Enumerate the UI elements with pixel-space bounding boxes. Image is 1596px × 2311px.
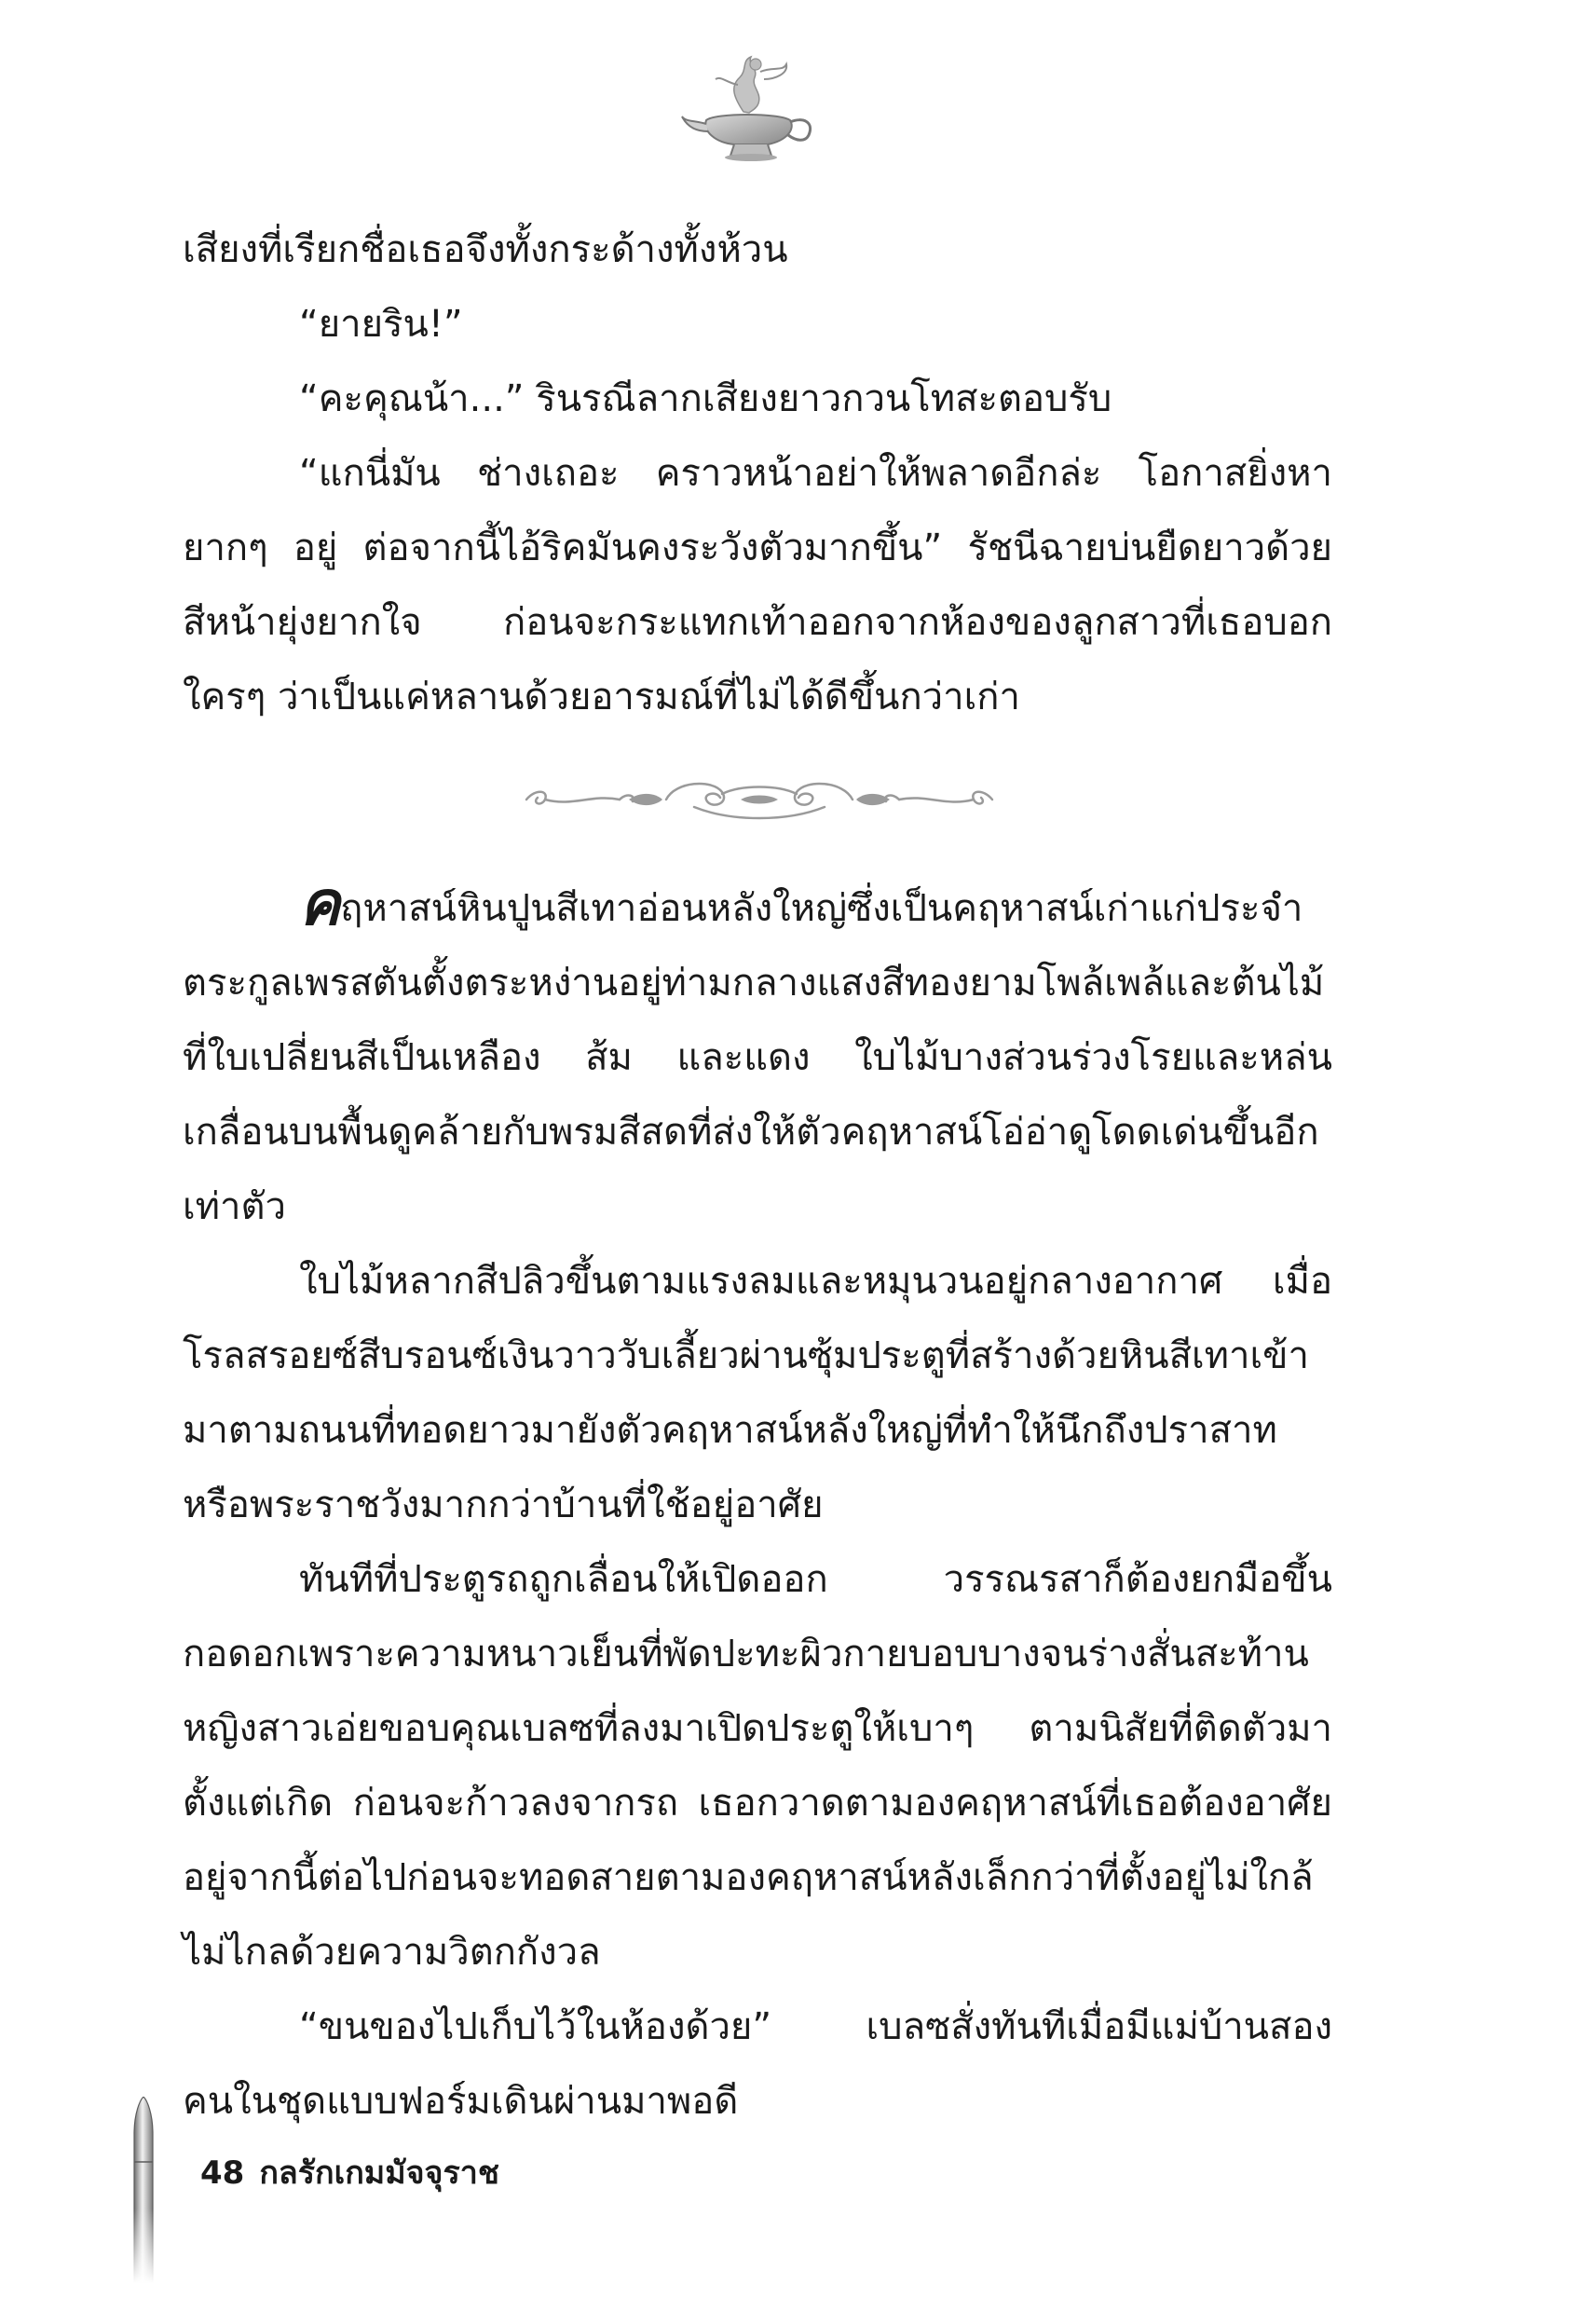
- story-section-1: [183, 212, 1332, 734]
- book-title: กลรักเกมมัจจุราช: [259, 2154, 499, 2192]
- paragraph: “ขนของไปเก็บไว้ในห้องด้วย” เบลซสั่งทันทีเมื่อมีแม่บ้านสองคนในชุดแบบฟอร์มเดินผ่านมาพอดี: [183, 2005, 1332, 2123]
- paragraph-text: ฤหาสน์หินปูนสีเทาอ่อนหลังใหญ่ซึ่งเป็นคฤหาสน์เก่าแก่ประจำตระกูลเพรสตันตั้งตระหง่านอยู่ท่ามกลางแสงสีทองยามโพล้เพล้และต้นไม้ที่ใบเปลี่ยนสีเป็นเหลือง ส้ม และแดง ใบไม้บางส่วนร่วงโรยและหล่นเกลื่อนบนพื้นดูคล้ายกับพรมสีสดที่ส่งให้ตัวคฤหาสน์โอ่อ่าดูโดดเด่นขึ้นอีกเท่าตัว: [183, 887, 1332, 1228]
- paragraph: ทันทีที่ประตูรถถูกเลื่อนให้เปิดออก วรรณรสาก็ต้องยกมือขึ้นกอดอกเพราะความหนาวเย็นที่พัดปะทะผิวกายบอบบางจนร่างสั่นสะท้านหญิงสาวเอ่ยขอบคุณเบลซที่ลงมาเปิดประตูให้เบาๆ ตามนิสัยที่ติดตัวมาตั้งแต่เกิด ก่อนจะก้าวลงจากรถ เธอกวาดตามองคฤหาสน์ที่เธอต้องอาศัยอยู่จากนี้ต่อไปก่อนจะทอดสายตามองคฤหาสน์หลังเล็กกว่าที่ตั้งอยู่ไม่ใกล้ไม่ไกลด้วยความวิตกกังวล: [183, 1558, 1332, 1974]
- scroll-flourish-icon: [517, 772, 1002, 827]
- paragraph: ใบไม้หลากสีปลิวขึ้นตามแรงลมและหมุนวนอยู่กลางอากาศ เมื่อโรลสรอยซ์สีบรอนซ์เงินวาววับเลี้ยวผ่านซุ้มประตูที่สร้างด้วยหินสีเทาเข้ามาตามถนนที่ทอดยาวมายังตัวคฤหาสน์หลังใหญ่ที่ทำให้นึกถึงปราสาทหรือพระราชวังมากกว่าบ้านที่ใช้อยู่อาศัย: [183, 1260, 1332, 1526]
- page-number: 48: [200, 2154, 245, 2192]
- paragraph: “แกนี่มัน ช่างเถอะ คราวหน้าอย่าให้พลาดอีกล่ะ โอกาสยิ่งหายากๆ อยู่ ต่อจากนี้ไอ้ริคมันคงระวังตัวมากขึ้น” รัชนีฉายบ่นยืดยาวด้วยสีหน้ายุ่งยากใจ ก่อนจะกระแทกเท้าออกจากห้องของลูกสาวที่เธอบอกใครๆ ว่าเป็นแค่หลานด้วยอารมณ์ที่ไม่ได้ดีขึ้นกว่าเก่า: [183, 452, 1332, 718]
- paragraph: เสียงที่เรียกชื่อเธอจึงทั้งกระด้างทั้งห้วน: [183, 228, 788, 271]
- page-footer: [200, 2153, 499, 2194]
- drop-cap: ค: [299, 868, 341, 939]
- bullet-icon: [130, 2097, 157, 2283]
- genie-lamp-icon: [678, 51, 818, 168]
- story-section-2: [183, 868, 1332, 2139]
- paragraph: “ยายริน!”: [299, 303, 463, 346]
- paragraph: “คะคุณน้า...” รินรณีลากเสียงยาวกวนโทสะตอบรับ: [299, 377, 1112, 420]
- paragraph: [183, 868, 1332, 1244]
